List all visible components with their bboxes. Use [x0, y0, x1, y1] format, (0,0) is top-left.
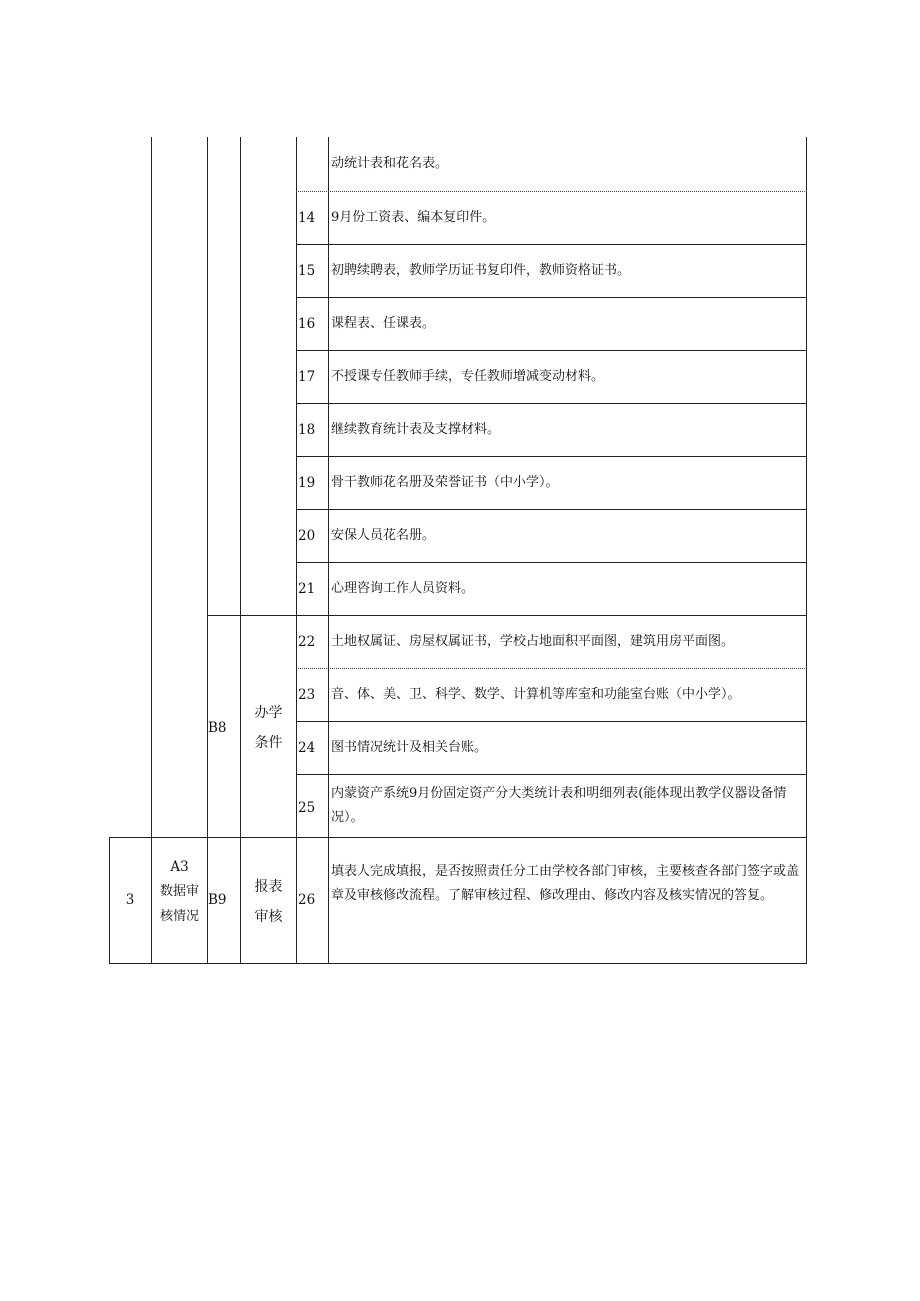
- item-text: 动统计表和花名表。: [331, 156, 449, 171]
- item-text: 土地权属证、房屋权属证书，学校占地面积平面图，建筑用房平面图。: [331, 634, 735, 649]
- col-line: [151, 137, 152, 964]
- row-line: [296, 297, 807, 298]
- item-number: 15: [298, 263, 316, 279]
- row-line: [296, 403, 807, 404]
- item-text: 初聘续聘表，教师学历证书复印件，教师资格证书。: [331, 263, 631, 278]
- item-number: 16: [298, 316, 316, 332]
- a-code: A3: [170, 859, 189, 875]
- data-table: [109, 137, 807, 964]
- a-name-line1: 数据审: [159, 884, 199, 899]
- row-line: [296, 191, 807, 192]
- b9-name-line2: 审核: [254, 909, 283, 925]
- item-number: 24: [298, 740, 316, 756]
- col-line: [806, 137, 807, 964]
- item-number: 22: [298, 634, 316, 650]
- row-line: [207, 615, 807, 616]
- row-line: [296, 350, 807, 351]
- item-text: 填表人完成填报，是否按照责任分工由学校各部门审核，主要核查各部门签字或盖章及审核修改流程。了解审核过程、修改理由、修改内容及核实情况的答复。: [331, 864, 800, 903]
- item-number: 26: [298, 892, 316, 908]
- item-number: 21: [298, 581, 316, 597]
- col-line: [207, 137, 208, 964]
- item-text: 内蒙资产系统9月份固定资产分大类统计表和明细列表(能体现出教学仪器设备情况）。: [331, 786, 787, 825]
- item-number: 25: [298, 800, 316, 816]
- row-line: [296, 562, 807, 563]
- item-text: 安保人员花名册。: [331, 528, 436, 543]
- col-line: [240, 137, 241, 964]
- row-line: [109, 837, 807, 838]
- row-line: [296, 456, 807, 457]
- item-text: 不授课专任教师手续，专任教师增减变动材料。: [331, 369, 605, 384]
- row-index: 3: [125, 892, 135, 908]
- row-line: [296, 668, 807, 669]
- item-number: 19: [298, 475, 316, 491]
- b8-code: B8: [208, 720, 227, 736]
- item-number: 23: [298, 687, 316, 703]
- item-text: 音、体、美、卫、科学、数学、计算机等库室和功能室台账（中小学）。: [331, 687, 741, 702]
- col-line: [328, 137, 329, 964]
- item-number: 20: [298, 528, 316, 544]
- a-name-line2: 核情况: [159, 909, 199, 924]
- item-text: 继续教育统计表及支撑材料。: [331, 422, 501, 437]
- item-text: 9月份工资表、编本复印件。: [331, 210, 496, 225]
- b9-name-line1: 报表: [254, 879, 283, 895]
- row-line: [296, 244, 807, 245]
- item-number: 17: [298, 369, 316, 385]
- item-text: 图书情况统计及相关台账。: [331, 740, 488, 755]
- row-line: [296, 774, 807, 775]
- row-line: [296, 509, 807, 510]
- b9-code: B9: [208, 892, 227, 908]
- item-text: 心理咨询工作人员资料。: [331, 581, 475, 596]
- item-number: 14: [298, 210, 316, 226]
- row-line: [109, 963, 807, 964]
- item-number: 18: [298, 422, 316, 438]
- b8-name-line1: 办学: [254, 705, 283, 721]
- row-line: [296, 721, 807, 722]
- b8-name-line2: 条件: [254, 735, 283, 751]
- item-text: 课程表、任课表。: [331, 316, 436, 331]
- col-line: [296, 137, 297, 964]
- item-text: 骨干教师花名册及荣誉证书（中小学）。: [331, 475, 559, 490]
